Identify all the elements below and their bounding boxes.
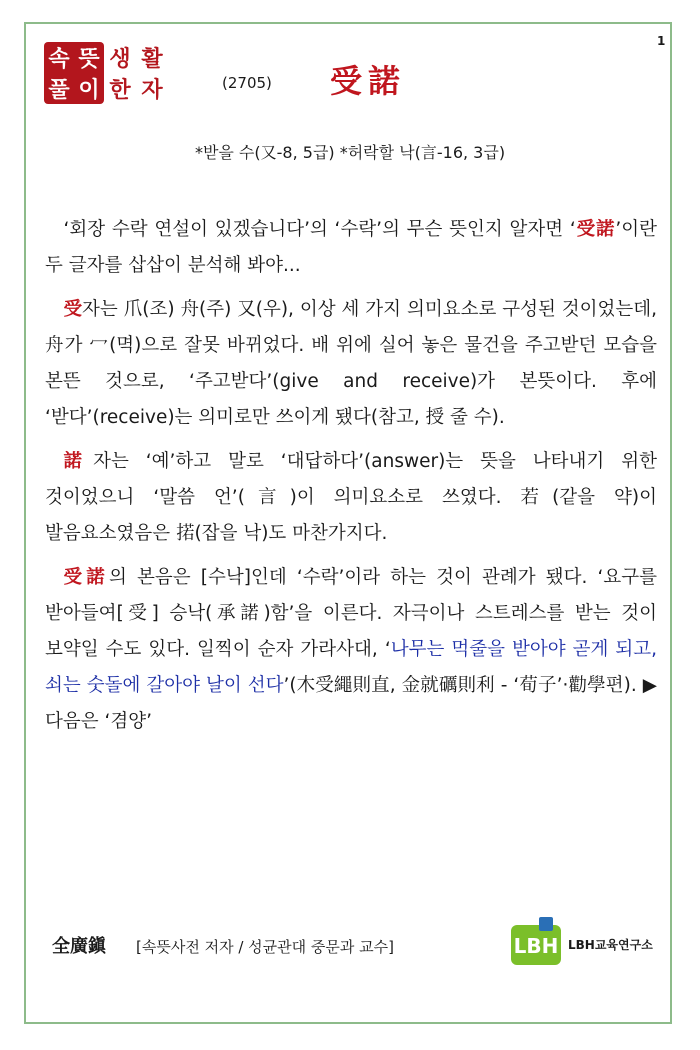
logo-seal [44, 42, 104, 104]
logo-seal-char: 풀 [48, 78, 70, 103]
lbh-logo-text: LBH [513, 934, 559, 958]
paragraph-4 [45, 560, 657, 740]
paragraph-1 [45, 212, 657, 284]
quote-text: 나무는 먹줄을 받아야 곧게 되고, 쇠는 숫돌에 갈아야 날이 선다 [45, 639, 657, 696]
paragraph-2 [45, 292, 657, 436]
highlight-term: 受諾 [575, 219, 616, 240]
org-name: LBH교육연구소 [568, 938, 653, 952]
text-run: ‘회장 수락 연설이 있겠습니다’의 ‘수락’의 무슨 뜻인지 알자면 ‘ [63, 219, 576, 240]
page-number: 1 [657, 34, 666, 48]
text-run: ’이란 두 글자를 삽삽이 분석해 봐야... [45, 219, 657, 276]
article-serial: (2705) [222, 74, 272, 92]
logo-word-char: 한 [109, 78, 131, 103]
logo-word-char: 활 [141, 47, 163, 72]
logo-word-char: 자 [141, 78, 163, 103]
brand-logo [44, 42, 170, 104]
text-run: 자는 爪(조) 舟(주) 又(우), 이상 세 가지 의미요소로 구성된 것이었는데, 舟가 冖(멱)으로 잘못 바뀌었다. 배 위에 실어 놓은 물건을 주고받던 모습을 본뜬 것으로, ‘주고받다’(give and receive)가 본뜻이다. 후에 ‘받다’(receive)는 의미로만 쓰이게 됐다(참고, 授 줄 수). [45, 299, 657, 428]
article-body [45, 212, 657, 748]
character-readings: *받을 수(又-8, 5급) *허락할 낙(言-16, 3급) [194, 143, 506, 162]
highlight-term: 受諾 [63, 567, 110, 588]
logo-seal-char: 속 [48, 47, 70, 72]
logo-seal-char: 뜻 [78, 47, 100, 72]
paragraph-3 [45, 444, 657, 552]
text-run: 자는 ‘예’하고 말로 ‘대답하다’(answer)는 뜻을 나타내기 위한 것이었으니 ‘말씀 언’(言)이 의미요소로 쓰였다. 若(같을 약)이 발음요소였음은 掿(잡을 낙)도 마찬가지다. [45, 451, 657, 544]
highlight-term: 受 [63, 299, 83, 320]
lbh-logo-icon [509, 915, 567, 969]
text-run: 의 본음은 [수낙]인데 ‘수락’이라 하는 것이 관례가 됐다. ‘요구를 받아들여[受] 승낙(承諾)함’을 이른다. 자극이나 스트레스를 받는 것이 보약일 수도 있다. 일찍이 순자 가라사대, ‘ [45, 567, 657, 660]
logo-word-char: 생 [109, 47, 131, 72]
text-run: ’(木受繩則直, 金就礪則利 - ‘荀子’·勸學편). ▶ 다음은 ‘겸양’ [45, 675, 657, 732]
highlight-term: 諾 [63, 451, 94, 472]
author-role: [속뜻사전 저자 / 성균관대 중문과 교수] [136, 938, 394, 956]
logo-seal-char: 이 [78, 78, 100, 103]
page-title: 受諾 [330, 62, 407, 100]
author-name: 全廣鎭 [52, 936, 106, 957]
logo-words [104, 42, 168, 104]
